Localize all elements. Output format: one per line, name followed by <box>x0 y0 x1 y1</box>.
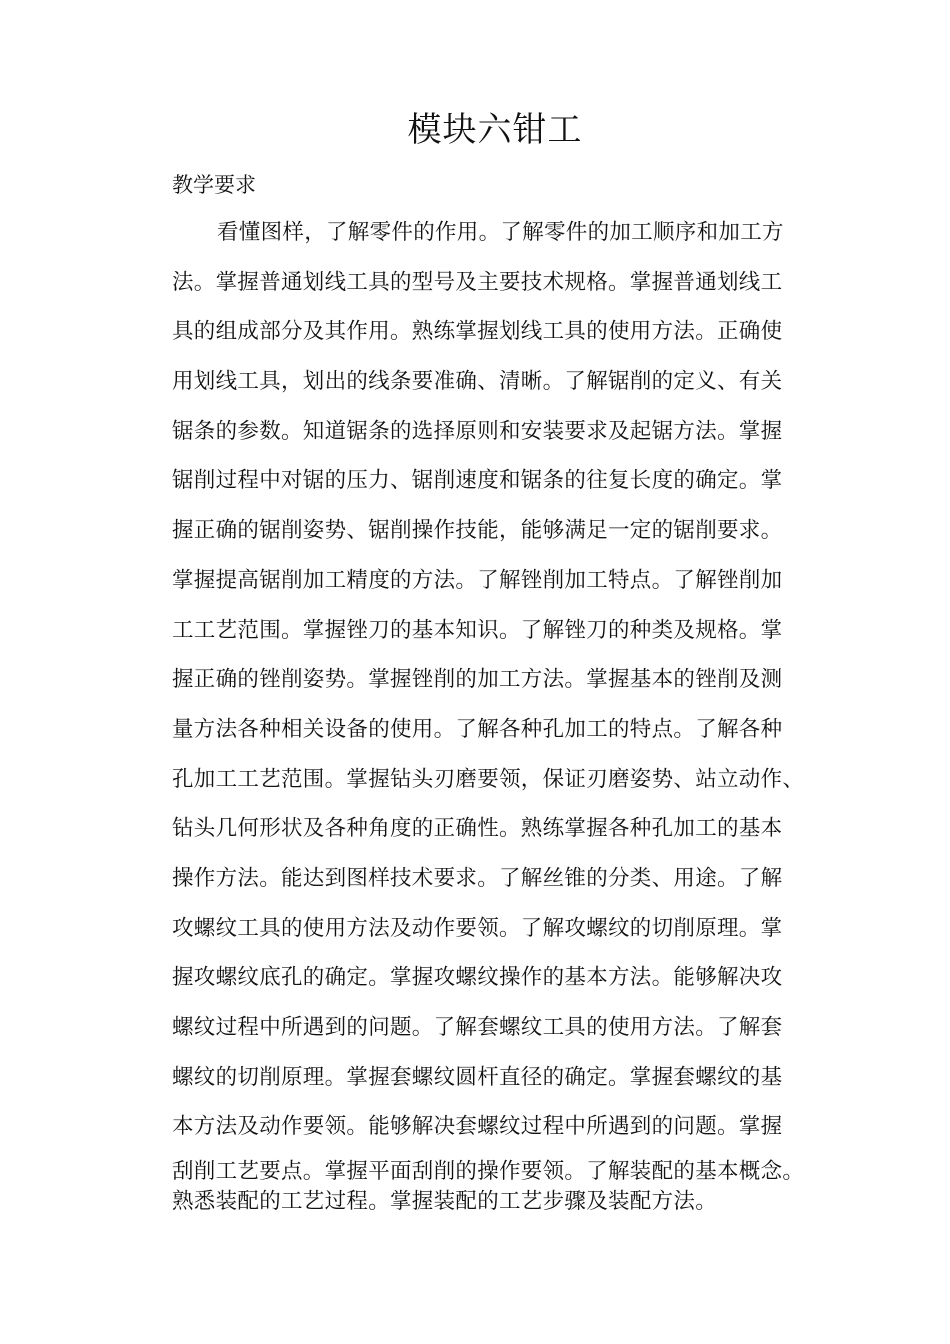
paragraph-line: 用划线工具，划出的线条要准确、清晰。了解锯削的定义、有关 <box>172 369 783 395</box>
paragraph-line: 锯条的参数。知道锯条的选择原则和安装要求及起锯方法。掌握 <box>172 418 783 444</box>
paragraph-line: 量方法各种相关设备的使用。了解各种孔加工的特点。了解各种 <box>172 716 783 742</box>
paragraph-line: 攻螺纹工具的使用方法及动作要领。了解攻螺纹的切削原理。掌 <box>172 915 783 941</box>
paragraph-line: 熟悉装配的工艺过程。掌握装配的工艺步骤及装配方法。 <box>172 1189 718 1215</box>
paragraph-line: 法。掌握普通划线工具的型号及主要技术规格。掌握普通划线工 <box>172 269 783 295</box>
section-heading: 教学要求 <box>172 173 256 197</box>
paragraph-line: 看懂图样，了解零件的作用。了解零件的加工顺序和加工方 <box>217 220 784 245</box>
paragraph-line: 握正确的锉削姿势。掌握锉削的加工方法。掌握基本的锉削及测 <box>172 667 783 693</box>
paragraph-line: 握攻螺纹底孔的确定。掌握攻螺纹操作的基本方法。能够解决攻 <box>172 965 783 991</box>
paragraph-line: 具的组成部分及其作用。熟练掌握划线工具的使用方法。正确使 <box>172 319 783 345</box>
paragraph-line: 掌握提高锯削加工精度的方法。了解锉削加工特点。了解锉削加 <box>172 567 783 593</box>
paragraph-line: 工工艺范围。掌握锉刀的基本知识。了解锉刀的种类及规格。掌 <box>172 617 783 643</box>
paragraph-line: 螺纹过程中所遇到的问题。了解套螺纹工具的使用方法。了解套 <box>172 1015 783 1040</box>
paragraph-line: 本方法及动作要领。能够解决套螺纹过程中所遇到的问题。掌握 <box>172 1114 783 1140</box>
paragraph-line: 握正确的锯削姿势、锯削操作技能，能够满足一定的锯削要求。 <box>172 518 783 544</box>
paragraph-line: 钻头几何形状及各种角度的正确性。熟练掌握各种孔加工的基本 <box>172 816 783 842</box>
paragraph-line: 刮削工艺要点。掌握平面刮削的操作要领。了解装配的基本概念。 <box>172 1159 805 1185</box>
paragraph-line: 操作方法。能达到图样技术要求。了解丝锥的分类、用途。了解 <box>172 865 783 891</box>
paragraph-line: 锯削过程中对锯的压力、锯削速度和锯条的往复长度的确定。掌 <box>172 468 783 494</box>
paragraph-line: 孔加工工艺范围。掌握钻头刃磨要领，保证刃磨姿势、站立动作、 <box>172 766 805 792</box>
page-title: 模块六钳工 <box>407 110 583 150</box>
teaching-requirements-paragraph <box>172 213 852 1217</box>
paragraph-line: 螺纹的切削原理。掌握套螺纹圆杆直径的确定。掌握套螺纹的基 <box>172 1064 783 1090</box>
